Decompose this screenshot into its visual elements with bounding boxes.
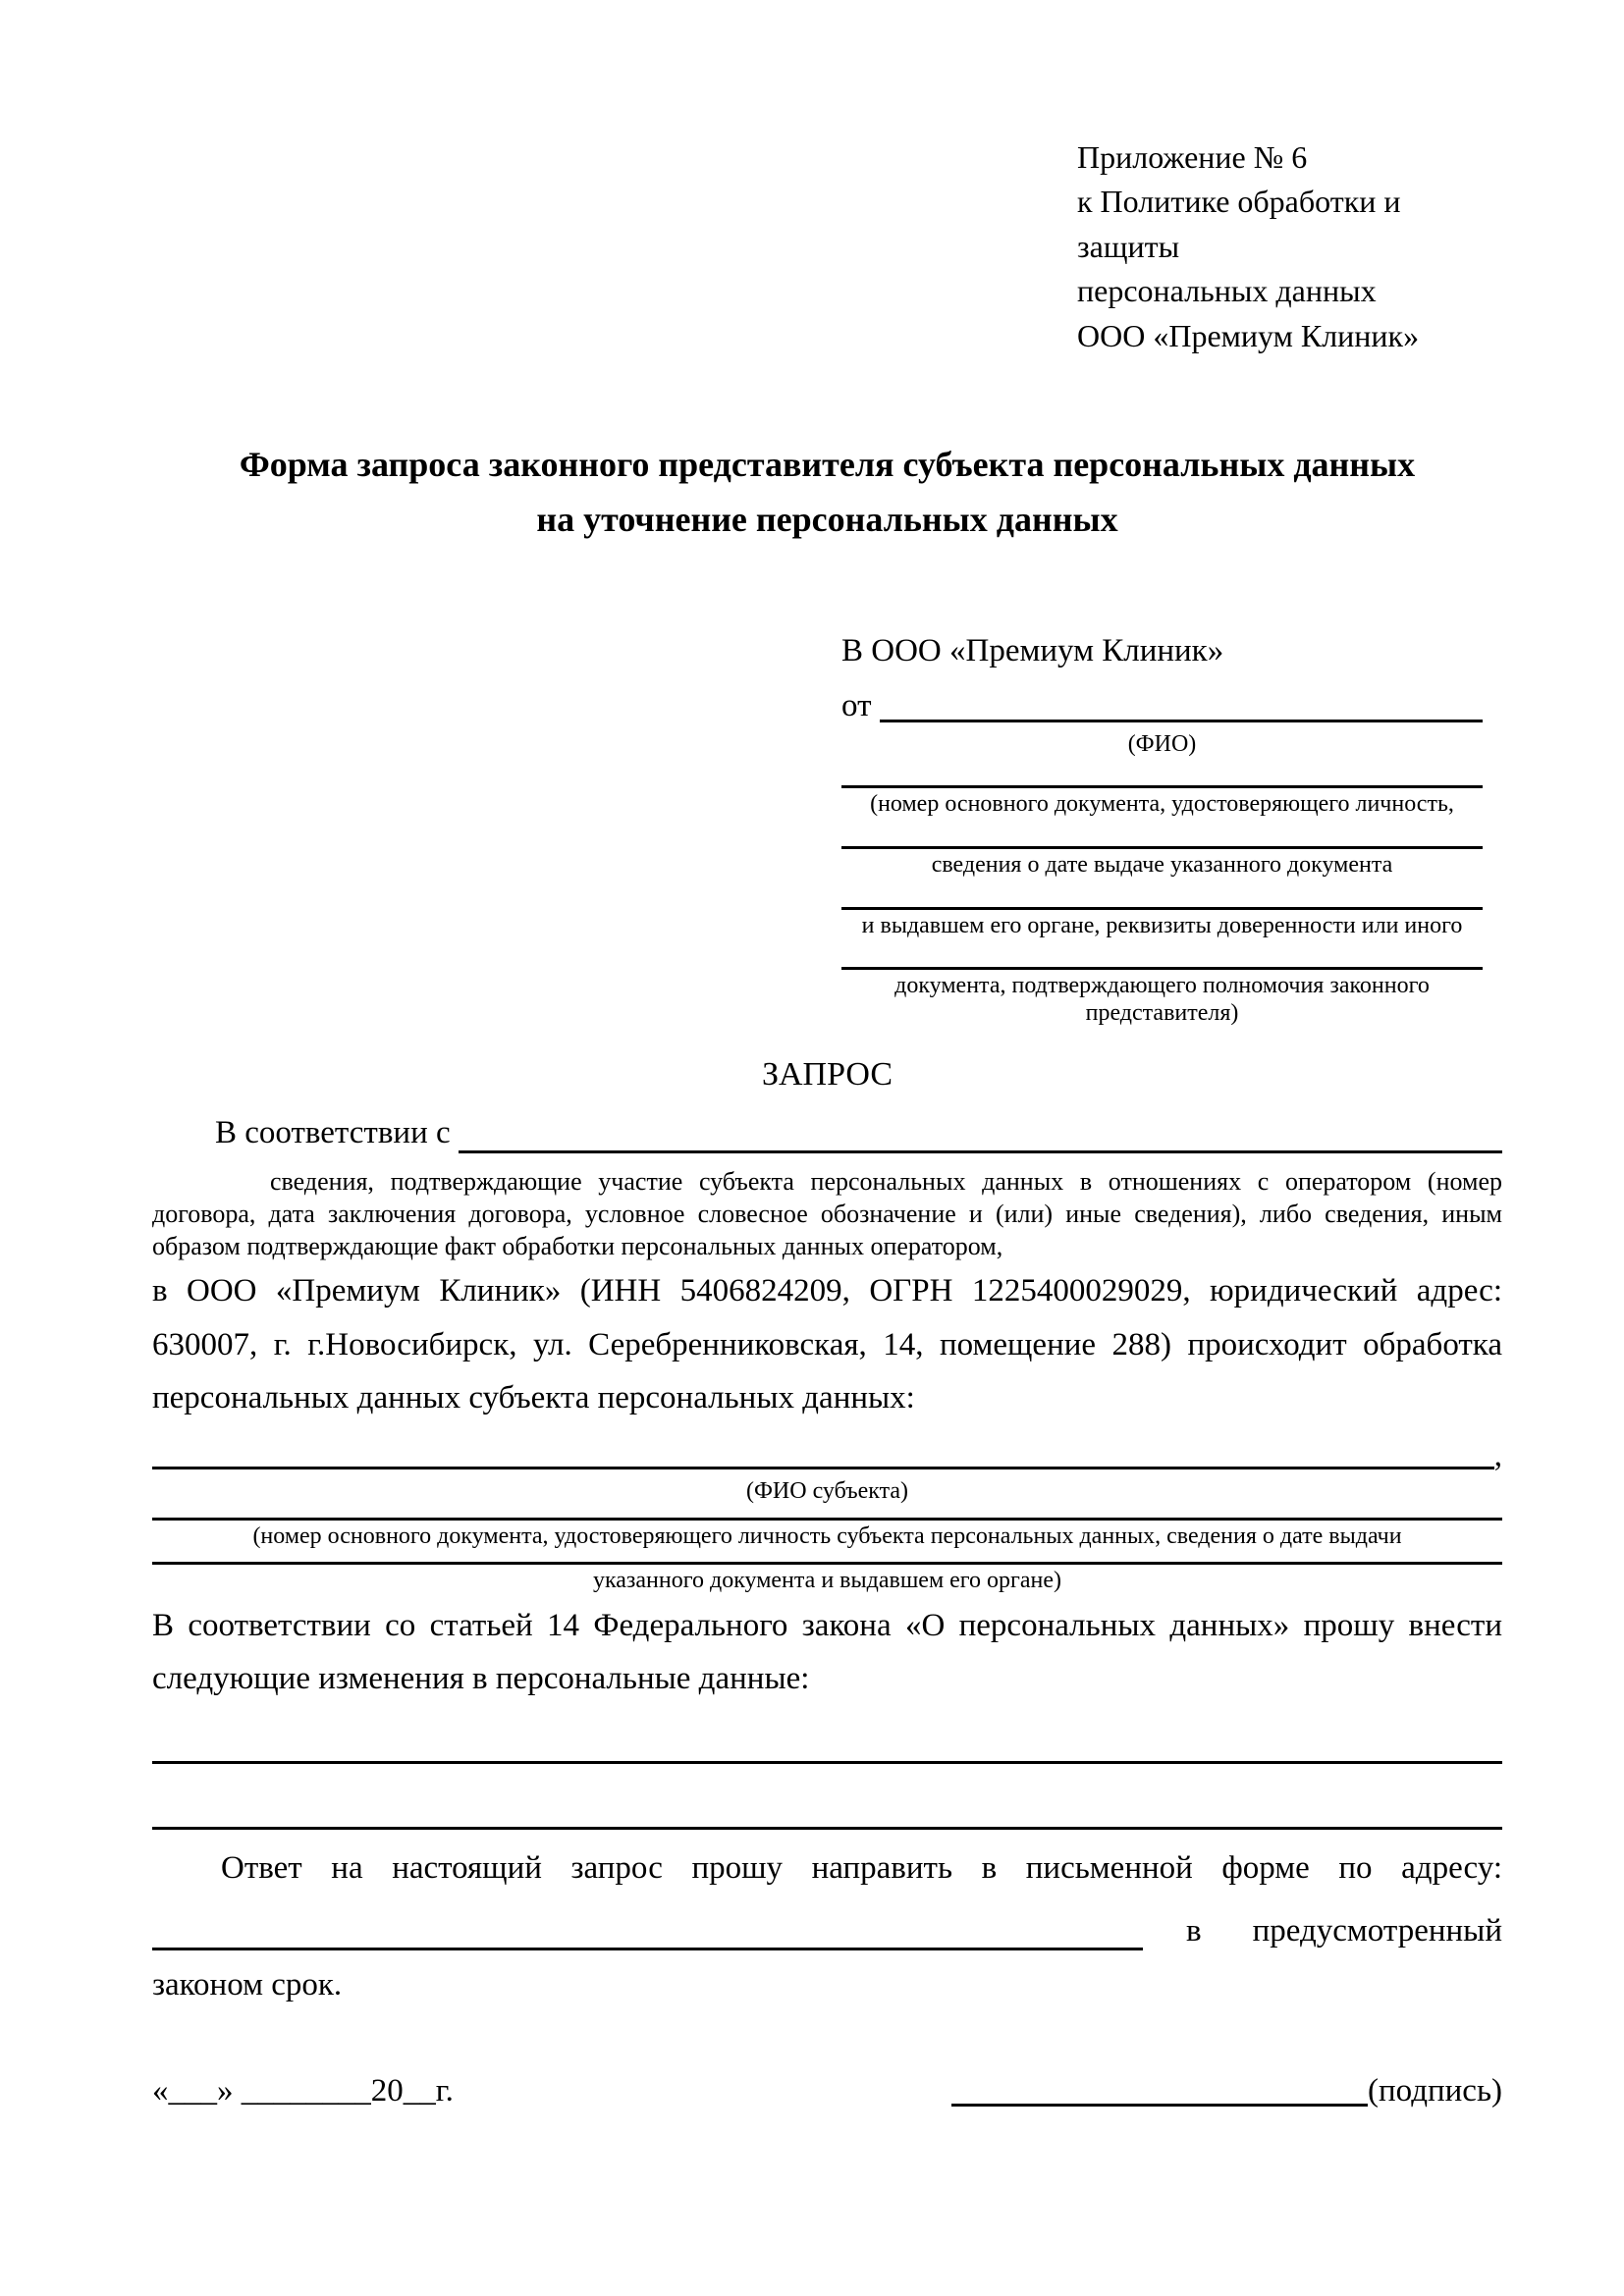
representative-doc-field	[841, 967, 1483, 1027]
answer-closing: законом срок.	[152, 1966, 343, 2002]
annex-note-line: ООО «Премиум Клиник»	[1077, 317, 1420, 353]
basis-note: сведения, подтверждающие участие субъекта персональных данных в отношениях с оператором (номер договора, дата заключения договора, условное словесное обозначение и (или) иные сведения), либо сведения, иным образом подтверждающие факт обработки персональных данных оператором,	[152, 1166, 1502, 1261]
address-blank-line	[152, 1904, 1143, 1949]
blank-field-line	[152, 1518, 1502, 1521]
representative-doc-field	[841, 846, 1483, 880]
blank-field-line	[841, 785, 1483, 788]
representative-doc-field	[841, 907, 1483, 940]
annex-note-line: к Политике обработки и защиты	[1077, 184, 1401, 264]
blank-field-line	[152, 1562, 1502, 1565]
answer-tail-word2: предусмотренный	[1252, 1913, 1502, 1949]
addressee-to: В ООО «Премиум Клиник»	[841, 632, 1224, 668]
from-blank-line	[880, 683, 1483, 722]
fio-caption: (ФИО)	[1127, 730, 1197, 757]
answer-tail-word1: в	[1186, 1913, 1202, 1949]
representative-doc-caption-4: документа, подтверждающего полномочия законного представителя)	[894, 973, 1430, 1026]
representative-doc-caption-3: и выдавшем его органе, реквизиты доверенности или иного	[861, 912, 1463, 938]
subject-fio-comma: ,	[1493, 1437, 1502, 1473]
form-title	[152, 437, 1502, 547]
form-title-line1: Форма запроса законного представителя субъекта персональных данных	[239, 445, 1416, 485]
signature-field	[951, 2068, 1502, 2113]
signature-caption: (подпись)	[1368, 2073, 1502, 2109]
from-field	[841, 683, 1483, 728]
blank-field-line	[841, 846, 1483, 849]
subject-doc-field	[152, 1562, 1502, 1595]
signature-blank-line	[951, 2068, 1368, 2107]
changes-blank-line-1	[152, 1761, 1502, 1764]
representative-doc-field	[841, 785, 1483, 819]
blank-field-line	[841, 907, 1483, 910]
form-title-line2: на уточнение персональных данных	[536, 500, 1118, 540]
request-heading: ЗАПРОС	[761, 1056, 893, 1094]
date-signature-row	[152, 2068, 1502, 2113]
subject-fio-field	[152, 1437, 1502, 1506]
changes-blank-line-2	[152, 1827, 1502, 1830]
representative-doc-caption-2: сведения о дате выдаче указанного документа	[931, 852, 1393, 879]
annex-note-line: персональных данных	[1077, 273, 1377, 309]
law-paragraph: В соответствии со статьей 14 Федерального закона «О персональных данных» прошу внести следующие изменения в персональные данные:	[152, 1608, 1502, 1697]
basis-field	[152, 1107, 1502, 1159]
annex-note	[1077, 135, 1502, 358]
date-line: «___» ________20__г.	[152, 2073, 454, 2109]
representative-doc-caption-1: (номер основного документа, удостоверяющего личность,	[870, 791, 1454, 818]
from-label: от	[841, 687, 880, 723]
subject-fio-blank-line	[152, 1437, 1494, 1470]
subject-fio-caption: (ФИО субъекта)	[745, 1478, 909, 1505]
subject-doc-caption-2: указанного документа и выдавшем его органе)	[592, 1568, 1062, 1594]
address-field	[152, 1904, 1502, 1957]
blank-field-line	[841, 967, 1483, 970]
addressee-block	[841, 628, 1483, 1028]
subject-doc-caption-1: (номер основного документа, удостоверяющего личность субъекта персональных данных, сведения о дате выдачи	[252, 1522, 1402, 1549]
subject-doc-field	[152, 1518, 1502, 1551]
basis-label: В соответствии с	[215, 1114, 459, 1150]
annex-note-line: Приложение № 6	[1077, 139, 1308, 175]
answer-paragraph: Ответ на настоящий запрос прошу направить в письменной форме по адресу:	[221, 1849, 1502, 1886]
operator-paragraph: в ООО «Премиум Клиник» (ИНН 5406824209, ОГРН 1225400029029, юридический адрес: 630007, г. г.Новосибирск, ул. Серебренниковская, 14, помещение 288) происходит обработка персональных данных субъекта персональных данных:	[152, 1273, 1502, 1416]
basis-blank-line	[459, 1107, 1502, 1153]
subject-fio-line-row	[152, 1437, 1502, 1476]
